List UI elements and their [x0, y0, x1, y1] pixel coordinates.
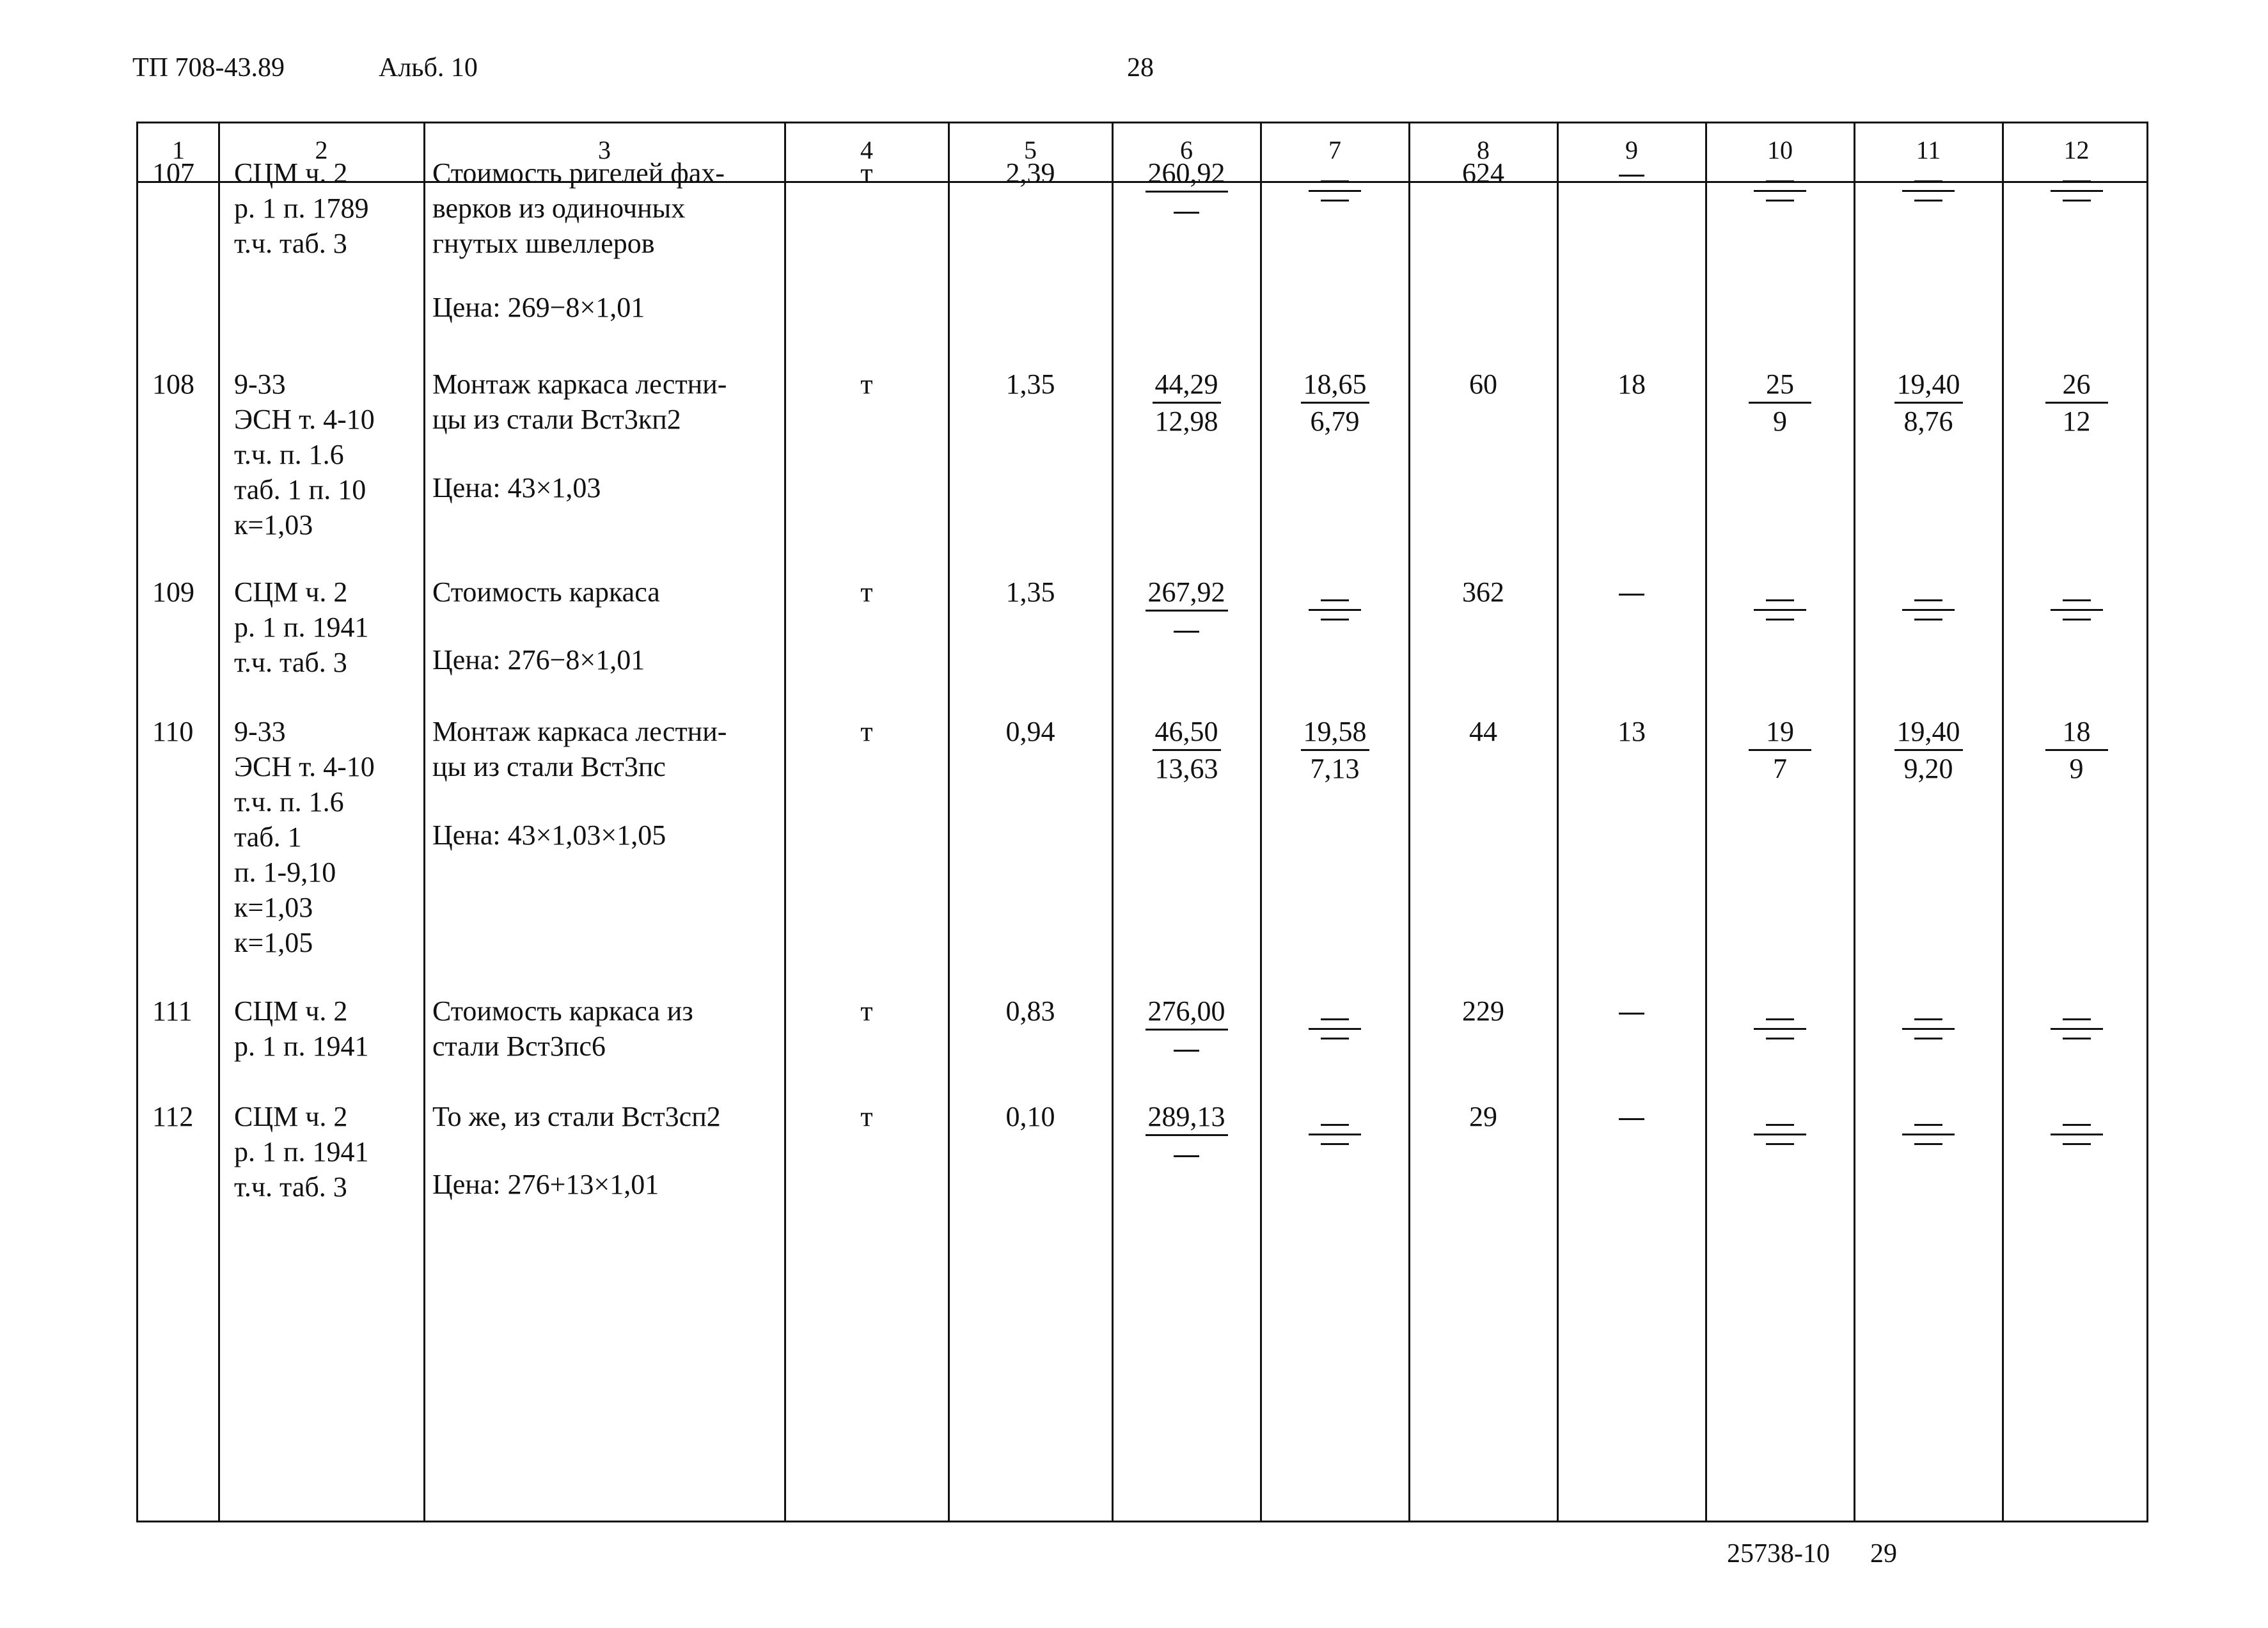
quantity: 1,35: [1005, 576, 1055, 608]
fraction-denominator: 9,20: [1903, 753, 1953, 784]
fraction-value: [1894, 714, 1963, 786]
column-8-value: 362: [1462, 576, 1504, 608]
fraction-bar: [1309, 190, 1361, 192]
fraction-numerator: 18,65: [1301, 367, 1369, 404]
fraction-bar: [1902, 609, 1955, 611]
column-10-value: [1706, 993, 1854, 1047]
fraction-dash-top: [1766, 180, 1794, 182]
fraction-value: [1749, 714, 1811, 786]
fraction-numerator: 267,92: [1146, 574, 1228, 612]
unit-of-measure: т: [860, 368, 873, 400]
norm-reference: СЦМ ч. 2 р. 1 п. 1941 т.ч. таб. 3: [234, 1101, 369, 1203]
fraction-denominator: 9: [1773, 406, 1787, 437]
footer-sheet-number: 29: [1870, 1539, 1897, 1569]
empty-fraction: [2051, 173, 2103, 209]
column-6-value: [1112, 574, 1261, 647]
empty-fraction: [1902, 173, 1955, 209]
fraction-bar: [1754, 1134, 1806, 1135]
empty-fraction: [1754, 1011, 1806, 1047]
fraction-dash-bottom: [1766, 1143, 1794, 1145]
column-8-value: 229: [1462, 995, 1504, 1027]
fraction-dash-bottom: [1321, 200, 1349, 202]
estimate-table: [136, 122, 2148, 1522]
unit-of-measure: т: [860, 157, 873, 189]
fraction-denominator: [1158, 1136, 1215, 1171]
unit-of-measure: т: [860, 1101, 873, 1132]
column-12-value: [2003, 155, 2150, 209]
row-number: 109: [152, 576, 194, 608]
fraction-dash-top: [1321, 180, 1349, 182]
column-header-1: 1: [172, 136, 185, 164]
fraction-bar: [2051, 609, 2103, 611]
norm-reference: СЦМ ч. 2 р. 1 п. 1789 т.ч. таб. 3: [234, 157, 369, 259]
column-9-value: [1557, 155, 1706, 191]
fraction-value: [1301, 714, 1369, 786]
fraction-value: [2045, 714, 2108, 786]
column-header-5: 5: [1024, 136, 1037, 164]
fraction-numerator: 44,29: [1153, 367, 1221, 404]
fraction-dash-top: [2063, 599, 2091, 601]
column-divider: [1408, 123, 1410, 1521]
fraction-dash-top: [2063, 1018, 2091, 1020]
empty-fraction: [1754, 1116, 1806, 1153]
fraction-denominator: 9: [2069, 753, 2084, 784]
fraction-dash-bottom: [1914, 1038, 1942, 1039]
fraction-bar: [1754, 609, 1806, 611]
fraction-dash-bottom: [1914, 619, 1942, 620]
fraction-numerator: 19: [1749, 714, 1811, 751]
fraction-denominator: [1158, 193, 1215, 228]
fraction-dash-top: [1914, 180, 1942, 182]
dash-mark: [1619, 1118, 1644, 1120]
quantity: 1,35: [1005, 368, 1055, 400]
fraction-denominator: 6,79: [1310, 406, 1360, 437]
empty-fraction: [1754, 592, 1806, 628]
fraction-denominator: 12,98: [1154, 406, 1218, 437]
fraction-numerator: 46,50: [1153, 714, 1221, 751]
column-9-value: [1557, 993, 1706, 1029]
column-11-value: [1854, 993, 2003, 1047]
fraction-dash-top: [1766, 1018, 1794, 1020]
empty-fraction: [1309, 173, 1361, 209]
empty-fraction: [1902, 592, 1955, 628]
column-8-value: 60: [1469, 368, 1497, 400]
column-11-value: [1854, 574, 2003, 628]
fraction-dash-bottom: [2063, 200, 2091, 202]
fraction-dash-top: [1321, 1018, 1349, 1020]
empty-fraction: [2051, 592, 2103, 628]
column-7-value: [1261, 367, 1409, 439]
column-divider: [1705, 123, 1707, 1521]
doc-code: ТП 708-43.89: [132, 53, 285, 83]
fraction-dash-top: [2063, 1124, 2091, 1126]
column-11-value: [1854, 155, 2003, 209]
fraction-bar: [1309, 1134, 1361, 1135]
column-8-value: 624: [1462, 157, 1504, 189]
fraction-dash-bottom: [2063, 1143, 2091, 1145]
column-header-12: 12: [2063, 136, 2090, 164]
column-10-value: [1706, 574, 1854, 628]
column-11-value: [1854, 367, 2003, 439]
fraction-value: [2045, 367, 2108, 439]
column-divider: [1854, 123, 1855, 1521]
work-description: Стоимость каркаса из стали Вст3пс6: [432, 995, 693, 1062]
unit-of-measure: т: [860, 576, 873, 608]
fraction-dash-bottom: [1321, 1143, 1349, 1145]
column-11-value: [1854, 714, 2003, 786]
fraction-value: [1146, 574, 1228, 647]
work-description: То же, из стали Вст3сп2: [432, 1101, 721, 1132]
column-divider: [1260, 123, 1262, 1521]
fraction-dash-bottom: [1766, 619, 1794, 620]
row-number: 108: [152, 368, 194, 400]
fraction-numerator: 18: [2045, 714, 2108, 751]
empty-fraction: [1902, 1116, 1955, 1153]
work-description: Монтаж каркаса лестни- цы из стали Вст3пс: [432, 716, 727, 782]
fraction-bar: [2051, 190, 2103, 192]
fraction-denominator: 13,63: [1154, 753, 1218, 784]
empty-fraction: [1902, 1011, 1955, 1047]
column-10-value: [1706, 1099, 1854, 1153]
fraction-dash-bottom: [1766, 200, 1794, 202]
fraction-dash-top: [1914, 599, 1942, 601]
fraction-denominator-dash: [1174, 631, 1199, 633]
row-number: 112: [152, 1101, 194, 1132]
fraction-dash-bottom: [1321, 619, 1349, 620]
column-10-value: [1706, 155, 1854, 209]
empty-fraction: [2051, 1011, 2103, 1047]
column-7-value: [1261, 1099, 1409, 1153]
norm-reference: 9-33 ЭСН т. 4-10 т.ч. п. 1.6 таб. 1 п. 10 к=1,03: [234, 368, 375, 541]
column-10-value: [1706, 367, 1854, 439]
column-header-7: 7: [1328, 136, 1341, 164]
column-divider: [2002, 123, 2004, 1521]
norm-reference: СЦМ ч. 2 р. 1 п. 1941 т.ч. таб. 3: [234, 576, 369, 678]
price-formula: Цена: 276+13×1,01: [432, 1169, 659, 1200]
fraction-numerator: 19,40: [1894, 714, 1963, 751]
fraction-numerator: 26: [2045, 367, 2108, 404]
fraction-dash-bottom: [1914, 200, 1942, 202]
fraction-value: [1301, 367, 1369, 439]
column-6-value: [1112, 367, 1261, 439]
fraction-dash-bottom: [2063, 1038, 2091, 1039]
empty-fraction: [1309, 592, 1361, 628]
column-7-value: [1261, 714, 1409, 786]
column-header-2: 2: [315, 136, 328, 164]
fraction-dash-top: [2063, 180, 2091, 182]
empty-fraction: [2051, 1116, 2103, 1153]
dash-mark: [1619, 1013, 1644, 1015]
quantity: 0,83: [1005, 995, 1055, 1027]
fraction-numerator: 260,92: [1146, 155, 1228, 193]
column-9-value: [1557, 1099, 1706, 1134]
column-header-6: 6: [1180, 136, 1193, 164]
norm-reference: 9-33 ЭСН т. 4-10 т.ч. п. 1.6 таб. 1 п. 1-9,10 к=1,03 к=1,05: [234, 716, 375, 958]
fraction-dash-top: [1914, 1018, 1942, 1020]
row-number: 111: [152, 995, 193, 1027]
fraction-dash-top: [1914, 1124, 1942, 1126]
column-6-value: [1112, 1099, 1261, 1171]
fraction-denominator: 7,13: [1310, 753, 1360, 784]
column-6-value: [1112, 714, 1261, 786]
dash-mark: [1619, 175, 1644, 177]
column-header-3: 3: [598, 136, 611, 164]
fraction-value: [1153, 714, 1221, 786]
column-header-9: 9: [1625, 136, 1638, 164]
fraction-value: [1146, 993, 1228, 1066]
column-11-value: [1854, 1099, 2003, 1153]
fraction-dash-top: [1321, 599, 1349, 601]
fraction-dash-bottom: [2063, 619, 2091, 620]
fraction-dash-top: [1766, 599, 1794, 601]
column-10-value: [1706, 714, 1854, 786]
unit-of-measure: т: [860, 716, 873, 747]
fraction-bar: [1309, 1028, 1361, 1030]
fraction-denominator-dash: [1174, 212, 1199, 214]
page-number: 28: [1127, 53, 1154, 83]
fraction-value: [1894, 367, 1963, 439]
fraction-dash-bottom: [1766, 1038, 1794, 1039]
fraction-numerator: 289,13: [1146, 1099, 1228, 1136]
work-description: Стоимость ригелей фах- верков из одиночных гнутых швеллеров: [432, 157, 725, 259]
column-8-value: 29: [1469, 1101, 1497, 1132]
column-divider: [784, 123, 786, 1521]
column-12-value: [2003, 1099, 2150, 1153]
column-12-value: [2003, 574, 2150, 628]
column-6-value: [1112, 993, 1261, 1066]
fraction-value: [1749, 367, 1811, 439]
price-formula: Цена: 43×1,03×1,05: [432, 819, 666, 851]
fraction-denominator: 8,76: [1903, 406, 1953, 437]
column-6-value: [1112, 155, 1261, 228]
fraction-bar: [1309, 609, 1361, 611]
fraction-denominator: 7: [1773, 753, 1787, 784]
column-9-value: 18: [1618, 368, 1646, 400]
column-divider: [1112, 123, 1114, 1521]
fraction-dash-bottom: [1914, 1143, 1942, 1145]
fraction-numerator: 25: [1749, 367, 1811, 404]
column-12-value: [2003, 367, 2150, 439]
album-label: Альб. 10: [379, 53, 478, 83]
work-description: Монтаж каркаса лестни- цы из стали Вст3кп2: [432, 368, 727, 435]
fraction-dash-top: [1321, 1124, 1349, 1126]
column-9-value: 13: [1618, 716, 1646, 747]
quantity: 0,94: [1005, 716, 1055, 747]
fraction-bar: [2051, 1028, 2103, 1030]
quantity: 2,39: [1005, 157, 1055, 189]
fraction-denominator-dash: [1174, 1050, 1199, 1052]
price-formula: Цена: 269−8×1,01: [432, 292, 645, 323]
empty-fraction: [1754, 173, 1806, 209]
column-8-value: 44: [1469, 716, 1497, 747]
fraction-denominator: 12: [2062, 406, 2091, 437]
fraction-bar: [1902, 1134, 1955, 1135]
quantity: 0,10: [1005, 1101, 1055, 1132]
fraction-value: [1146, 155, 1228, 228]
column-divider: [1557, 123, 1559, 1521]
column-12-value: [2003, 993, 2150, 1047]
column-header-10: 10: [1767, 136, 1793, 164]
fraction-bar: [1902, 1028, 1955, 1030]
price-formula: Цена: 43×1,03: [432, 472, 601, 503]
dash-mark: [1619, 594, 1644, 596]
column-header-8: 8: [1477, 136, 1490, 164]
column-9-value: [1557, 574, 1706, 610]
empty-fraction: [1309, 1011, 1361, 1047]
fraction-denominator-dash: [1174, 1155, 1199, 1157]
fraction-numerator: 19,58: [1301, 714, 1369, 751]
unit-of-measure: т: [860, 995, 873, 1027]
row-number: 110: [152, 716, 194, 747]
column-divider: [218, 123, 220, 1521]
fraction-bar: [2051, 1134, 2103, 1135]
column-7-value: [1261, 993, 1409, 1047]
norm-reference: СЦМ ч. 2 р. 1 п. 1941: [234, 995, 369, 1062]
column-7-value: [1261, 574, 1409, 628]
fraction-value: [1153, 367, 1221, 439]
column-header-11: 11: [1916, 136, 1941, 164]
column-7-value: [1261, 155, 1409, 209]
column-header-4: 4: [860, 136, 873, 164]
fraction-bar: [1754, 190, 1806, 192]
price-formula: Цена: 276−8×1,01: [432, 644, 645, 676]
fraction-denominator: [1158, 1031, 1215, 1066]
fraction-bar: [1902, 190, 1955, 192]
row-number: 107: [152, 157, 194, 189]
footer-doc-number: 25738-10: [1727, 1539, 1830, 1569]
work-description: Стоимость каркаса: [432, 576, 660, 608]
column-12-value: [2003, 714, 2150, 786]
fraction-denominator: [1158, 612, 1215, 647]
empty-fraction: [1309, 1116, 1361, 1153]
column-divider: [948, 123, 950, 1521]
fraction-value: [1146, 1099, 1228, 1171]
fraction-dash-top: [1766, 1124, 1794, 1126]
fraction-numerator: 276,00: [1146, 993, 1228, 1031]
fraction-dash-bottom: [1321, 1038, 1349, 1039]
fraction-bar: [1754, 1028, 1806, 1030]
fraction-numerator: 19,40: [1894, 367, 1963, 404]
